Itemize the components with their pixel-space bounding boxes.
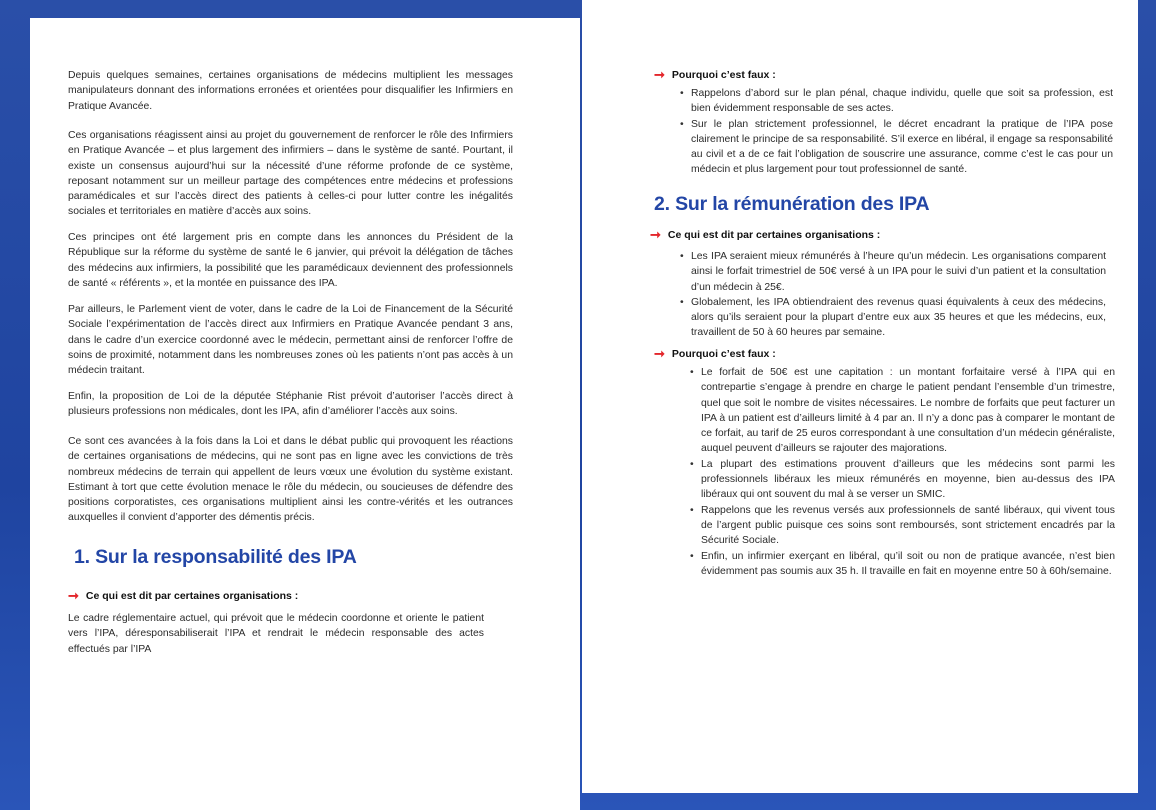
section2-title: 2. Sur la rémunération des IPA <box>654 193 930 215</box>
list-item: • Enfin, un infirmier exerçant en libéral, qu’il soit ou non de pratique avancée, n’est bien évidemment pas soumis aux 35 h. Il travaille en fait en moyenne entre 50 à 60h/semaine. <box>701 549 1115 580</box>
reactions-paragraph: Ce sont ces avancées à la fois dans la Loi et dans le débat public qui provoquent les réactions de certaines organisations de médecins, qui ne sont pas en ligne avec les convictions de très nombreux médecins de terrain qui appellent de leurs vœux une évolution du système existant. Estimant à tort que cette évolution menace le rôle du médecin, ou soucieuses de défendre des positions corporatistes, ces organisations multiplient ainsi les contre-vérités et les outrances auxquelles il convient d’apporter des démentis précis. <box>68 436 513 524</box>
left-page <box>30 18 580 810</box>
s2-false-label <box>654 348 776 360</box>
right-arrow-icon: ➞ <box>650 227 661 242</box>
intro-paragraph: Depuis quelques semaines, certaines organisations de médecins multiplient les messages manipulateurs donnant des informations erronées et orientées pour disqualifier les Infirmiers en Pratique Avancée. <box>68 70 513 112</box>
right-arrow-icon: ➞ <box>68 588 79 603</box>
rist-paragraph: Enfin, la proposition de Loi de la députée Stéphanie Rist prévoit d’autoriser l’accès direct à plusieurs professions non médicales, dont les IPA, afin d’améliorer l’accès aux soins. <box>68 391 513 418</box>
s1-false-label-text: Pourquoi c’est faux : <box>671 69 776 81</box>
parliament-paragraph: Par ailleurs, le Parlement vient de voter, dans le cadre de la Loi de Financement de la Sécurité Sociale l’expérimentation de l’accès direct aux Infirmiers en Pratique Avancée pendant 3 ans, dans le cadre d’un exercice coordonné avec le médecin, permettant ainsi de renforcer l’offre de soins de proximité, notamment dans les nombreuses zones où les patients n’ont pas accès à un médecin traitant. <box>68 304 513 377</box>
s1-false-label <box>654 69 776 81</box>
section1-claim-label <box>68 590 298 602</box>
section1-title: 1. Sur la responsabilité des IPA <box>74 546 357 568</box>
context-paragraph: Ces organisations réagissent ainsi au projet du gouvernement de renforcer le rôle des Infirmiers en Pratique Avancée – et plus largement des infirmiers – dans le système de santé. Pourtant, il existe un consensus aujourd’hui sur la nécessité d’une réforme profonde de ce système, reposant notamment sur un meilleur partage des compétences entre médecins et professions paramédicales et sur l’accès direct des patients à celles-ci pour lutter contre les inégalités sociales et territoriales en matière d’accès aux soins. <box>68 130 513 218</box>
section1-claim-text: Le cadre réglementaire actuel, qui prévoit que le médecin coordonne et oriente le patient vers l’IPA, déresponsabiliserait l’IPA et rendrait le médecin responsable des actes effectués par l’IPA <box>68 613 484 655</box>
s2-claim-list <box>675 249 1106 341</box>
right-page <box>582 0 1138 793</box>
list-item: • Sur le plan strictement professionnel, le décret encadrant la pratique de l’IPA pose clairement le principe de sa responsabilité. S’il exerce en libéral, il engage sa responsabilité au civil et a de ce fait l’obligation de souscrire une assurance, comme c’est le cas pour un médecin et plus largement pour tout professionnel de santé. <box>691 117 1113 178</box>
president-paragraph: Ces principes ont été largement pris en compte dans les annonces du Président de la République sur la réforme du système de santé le 6 janvier, qui prévoit la délégation de tâches des médecins aux infirmiers, la possibilité que les paramédicaux deviennent des professionnels de santé « référents », et la montée en puissance des IPA. <box>68 232 513 289</box>
list-item: • Le forfait de 50€ est une capitation : un montant forfaitaire versé à l’IPA qui en contrepartie s’engage à prendre en charge le patient pendant l’ensemble d’un trimestre, quel que soit le nombre de visites nécessaires. Le nombre de forfaits que peut facturer un IPA à un patient est d’ailleurs limité à 4 par an. Il n’y a donc pas à comparer le montant de ce forfait, au tarif de 25 euros correspondant à une consultation d’un médecin généraliste, auquel peuvent d’ailleurs se rajouter des majorations. <box>701 365 1115 457</box>
s2-false-list <box>685 365 1115 579</box>
s2-false-label-text: Pourquoi c’est faux : <box>671 348 776 360</box>
s1-false-list <box>675 86 1113 178</box>
list-item: • Globalement, les IPA obtiendraient des revenus quasi équivalents à ceux des médecins, alors qu’ils seraient pour la plupart d’entre eux aux 35 heures et que les médecins, eux, travaillent de 50 à 60 heures par semaine. <box>691 295 1106 341</box>
right-arrow-icon: ➞ <box>654 346 665 361</box>
s2-claim-label-text: Ce qui est dit par certaines organisations : <box>667 229 881 241</box>
s2-claim-label <box>650 229 880 241</box>
list-item: • Rappelons que les revenus versés aux professionnels de santé libéraux, qui vivent tous de l’argent public puisque ces soins sont remboursés, sont strictement encadrés par la Sécurité Sociale. <box>701 503 1115 549</box>
list-item: • Les IPA seraient mieux rémunérés à l’heure qu’un médecin. Les organisations comparent ainsi le forfait trimestriel de 50€ versé à un IPA pour le suivi d’un patient et la consultation d’un médecin à 25€. <box>691 249 1106 295</box>
list-item: • La plupart des estimations prouvent d’ailleurs que les médecins sont parmi les professionnels libéraux les mieux rémunérés en moyenne, bien au-dessus des IPA libéraux qui ont souvent du mal à se verser un SMIC. <box>701 457 1115 503</box>
right-arrow-icon: ➞ <box>654 67 665 82</box>
section1-claim-label-text: Ce qui est dit par certaines organisations : <box>85 590 299 602</box>
list-item: • Rappelons d’abord sur le plan pénal, chaque individu, quelle que soit sa profession, est bien évidemment responsable de ses actes. <box>691 86 1113 117</box>
